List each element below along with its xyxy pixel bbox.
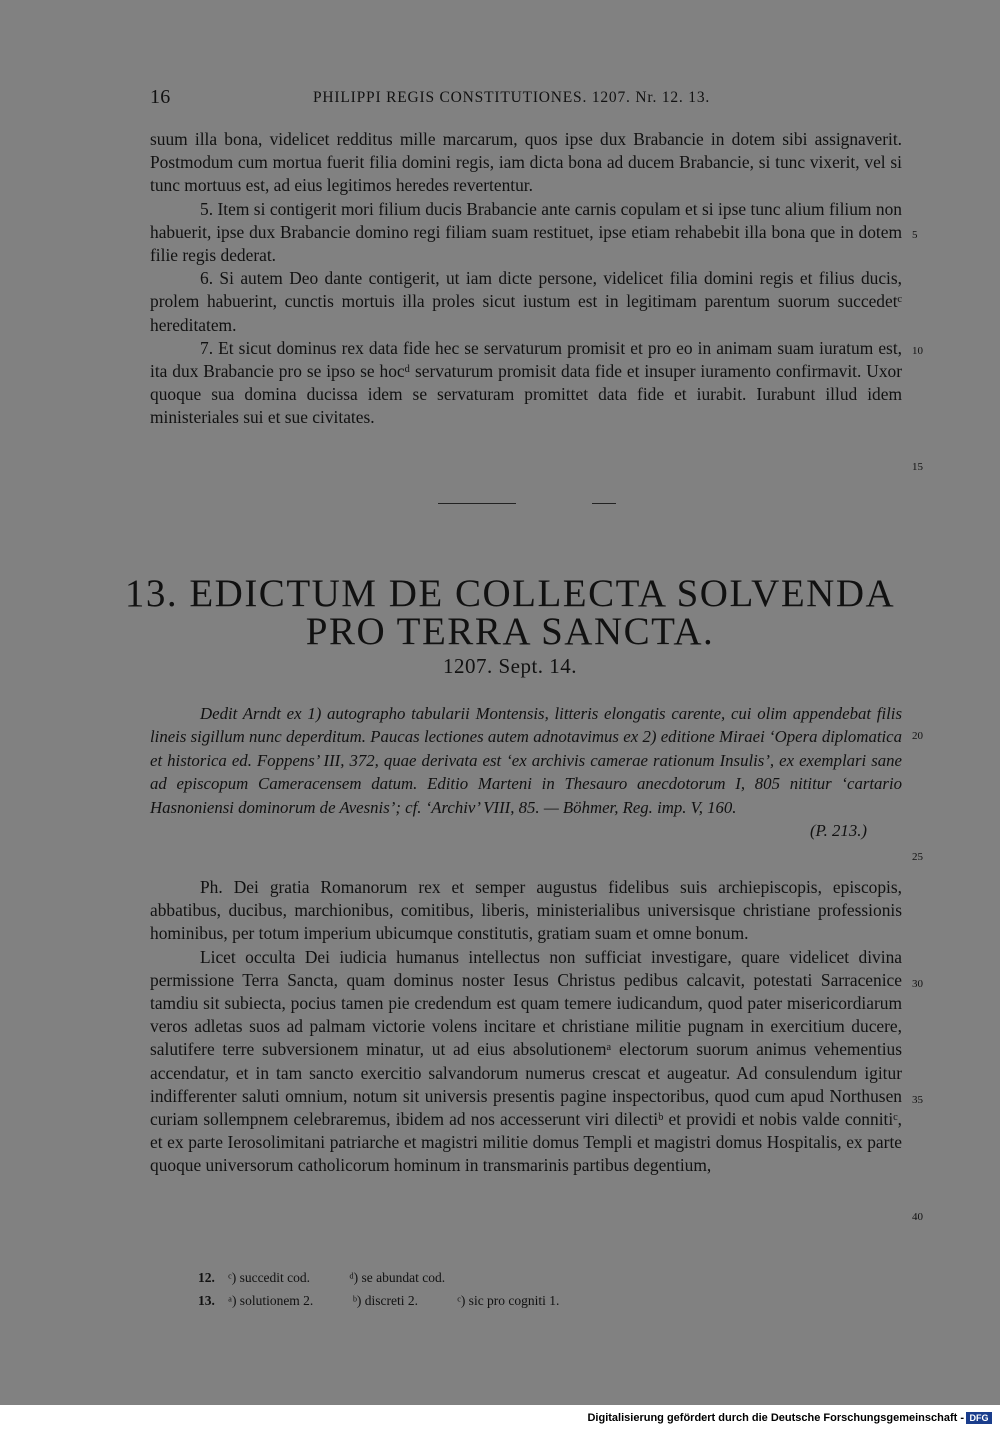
document-13-text [150,876,902,1178]
line-number: 20 [912,730,923,742]
line-number: 5 [912,229,918,241]
page-number: 16 [150,86,171,108]
line-number: 40 [912,1211,923,1223]
footnote-label: 12. [198,1270,215,1285]
line-number: 15 [912,461,923,473]
footnote-c: ᶜ) succedit cod. [228,1270,311,1285]
footnote-c: ᶜ) sic pro cogniti 1. [457,1293,560,1308]
dfg-logo: DFG [966,1412,992,1424]
line-number: 10 [912,345,923,357]
footnote-b: ᵇ) discreti 2. [352,1293,418,1308]
footnote-row-12 [198,1266,595,1289]
separator-rule [438,503,516,504]
footnotes [198,1266,595,1312]
line-number: 25 [912,851,923,863]
paragraph-continuation: suum illa bona, videlicet redditus mille marcarum, quos ipse dux Brabancie in dotem sibi assignaverit. Postmodum cum mortua fuerit filia domini regis, iam dicta bona ad ducem Brabancie, si tunc vixerit, vel si tunc mortuus est, ad eius legitimos heredes revertentur. [150,129,902,196]
editorial-introduction [150,702,902,842]
separator-rule [592,503,616,504]
document-13-title-line2: PRO TERRA SANCTA. [305,610,715,653]
paragraph-7: 7. Et sicut dominus rex data fide hec se servaturum promisit et pro eo in animam suam iuratum est, ita dux Brabancie pro se ipso se hocᵈ servaturum promisit data fide et insuper iuramento confirmavit. Uxor quoque sua domina ducissa idem se servaturam promittet data fide et iurabit. Iurabunt illud idem ministeriales sui et sue civitates. [150,337,902,428]
document-13-title-line1: 13. EDICTUM DE COLLECTA SOLVENDA [124,572,896,615]
paragraph-6: 6. Si autem Deo dante contigerit, ut iam dicte persone, videlicet filia domini regis et filius ducis, prolem habuerint, cunctis mortuis illa proles sicut iustum est in legitimam parentum suorum succedetᶜ hereditatem. [150,268,902,335]
footnote-a: ᵃ) solutionem 2. [228,1293,314,1308]
paragraph-5: 5. Item si contigerit mori filium ducis Brabancie ante carnis copulam et si ipse tunc alium filium non habuerit, ipse dux Brabancie domino regi filiam suam restituet, ipse etiam rehabebit illa bona que in dotem filie regis dederat. [150,198,902,266]
running-title: PHILIPPI REGIS CONSTITUTIONES. 1207. Nr. 12. 13. [313,89,711,106]
salutation-paragraph: Ph. Dei gratia Romanorum rex et semper augustus fidelibus suis archiepiscopis, episcopis, abbatibus, ducibus, marchionibus, comitibus, liberis, ministerialibus universisque christiane professionis hominibus, per totum imperium ubicumque constitutis, gratiam suam et omne bonum. [150,877,902,944]
footnote-row-13 [198,1289,595,1312]
line-number: 35 [912,1094,923,1106]
intro-reference: (P. 213.) [809,821,867,841]
digitization-footer [0,1405,1000,1430]
line-number: 30 [912,978,923,990]
arenga-paragraph: Licet occulta Dei iudicia humanus intellectus non sufficiat investigare, quare videlicet divina permissione Terra Sancta, quam dominus noster Iesus Christus pedibus calcavit, potestati Sarracenice tamdiu sit subiecta, pocius tamen pie credendum est quam temere iudicandum, quod pater misericordiarum veros adletas suos ad palmam victorie volens incitare et christiane militie pugnam in exercitium ducere, salutifere terre subversionem minatur, ut ad eius absolutionemᵃ electorum suorum animus vehementius accendatur, et in tam sancto exercitio salvandorum numerus crescat et augeatur. Ad consulendum igitur indifferenter saluti omnium, notum sit universis presentis pagine inspectoribus, quod cum apud Northusen curiam sollempnem celebraremus, ibidem ad nos accesserunt viri dilectiᵇ et providi et nobis valde connitiᶜ, et ex parte Ierosolimitani patriarche et magistri militie domus Templi et magistri domus Hospitalis, ex parte quoque universorum catholicorum hominum in transmarinis partibus degentium, [150,946,902,1176]
funding-credit: Digitalisierung gefördert durch die Deutsche Forschungsgemeinschaft - [587,1412,964,1424]
intro-text [150,702,902,842]
footnote-d: ᵈ) se abundat cod. [349,1270,446,1285]
document-12-text [150,128,902,430]
footnote-label: 13. [198,1293,215,1308]
intro-body: Dedit Arndt ex 1) autographo tabularii Montensis, litteris elongatis carente, cui olim appendebat filis lineis sigillum nunc deperditum. Paucas lectiones autem adnotavimus ex 2) editione Miraei ‘Opera diplomatica et historica ed. Foppens’ III, 372, quae derivata est ‘ex archivis camerae rationum Insulis’, ex exemplari sane ad episcopum Cameracensem datum. Editio Marteni in Thesauro anecdotorum I, 805 nititur ‘cartario Hasnoniensi dominorum de Avesnis’; cf. ‘Archiv’ VIII, 85. — Böhmer, Reg. imp. V, 160. [150,704,902,817]
document-13-date: 1207. Sept. 14. [442,654,578,678]
